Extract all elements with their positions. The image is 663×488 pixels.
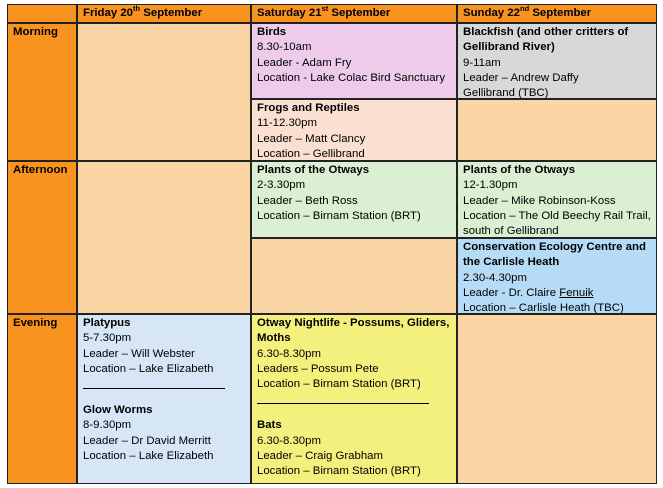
friday-afternoon-empty [77,161,251,314]
blackfish-title: Blackfish (and other critters of Gellibrand River) [463,26,629,54]
nightlife-leader: Leaders – Possum Pete [257,362,379,375]
blackfish-leader: Leader – Andrew Daffy [463,71,579,84]
header-friday: Friday 20th September [77,4,251,23]
header-sunday: Sunday 22nd September [457,4,657,23]
plants-sat-time: 2-3.30pm [257,179,306,192]
plants-sun-leader: Leader – Mike Robinson-Koss [463,194,616,207]
bats-leader: Leader – Craig Grabham [257,450,383,463]
nightlife-title: Otway Nightlife - Possums, Gliders, Moths [257,317,450,345]
platypus-location: Location – Lake Elizabeth [83,362,214,375]
saturday-birds [251,23,457,99]
frogs-time: 11-12.30pm [257,117,317,130]
plants-sat-title: Plants of the Otways [257,164,370,176]
plants-sun-time: 12-1.30pm [463,179,518,192]
sunday-plants [457,161,657,238]
conservation-location: Location – Carlisle Heath (TBC) [463,302,624,314]
saturday-evening-sessions [251,314,457,484]
plants-sat-leader: Leader – Beth Ross [257,194,358,207]
saturday-afternoon-empty [251,238,457,314]
saturday-plants [251,161,457,238]
sunday-evening-empty [457,314,657,484]
schedule-table [7,4,657,484]
blackfish-location: Gellibrand (TBC) [463,87,549,99]
sunday-blackfish [457,23,657,99]
birds-leader: Leader - Adam Fry [257,56,352,69]
frogs-leader: Leader – Matt Clancy [257,132,366,145]
row-label-evening: Evening [7,314,77,484]
sunday-morning-empty [457,99,657,161]
birds-title: Birds [257,26,287,38]
platypus-time: 5-7.30pm [83,332,132,345]
frogs-location: Location – Gellibrand [257,147,365,160]
conservation-title: Conservation Ecology Centre and the Carlisle Heath [463,241,646,269]
glow-worms-title: Glow Worms [83,404,153,417]
leader-name-underlined: Fenuik [559,286,594,299]
friday-evening-sessions [77,314,251,484]
header-saturday: Saturday 21st September [251,4,457,23]
conservation-time: 2.30-4.30pm [463,271,527,284]
nightlife-time: 6.30-8.30pm [257,347,321,360]
nightlife-location: Location – Birnam Station (BRT) [257,378,421,391]
corner-cell [7,4,77,23]
plants-sat-location: Location – Birnam Station (BRT) [257,209,421,222]
row-label-afternoon: Afternoon [7,161,77,314]
friday-morning-empty [77,23,251,161]
plants-sun-title: Plants of the Otways [463,164,576,176]
conservation-leader: Leader - Dr. Claire Fenuik [463,286,594,299]
plants-sun-location: Location – The Old Beechy Rail Trail, south of Gellibrand [463,209,651,238]
bats-location: Location – Birnam Station (BRT) [257,465,421,478]
platypus-leader: Leader – Will Webster [83,347,195,360]
separator-line [83,388,225,389]
bats-time: 6.30-8.30pm [257,434,321,447]
row-label-morning: Morning [7,23,77,161]
separator-line [257,403,429,404]
saturday-frogs [251,99,457,161]
glow-worms-leader: Leader – Dr David Merritt [83,434,211,447]
glow-worms-location: Location – Lake Elizabeth [83,450,214,463]
blackfish-time: 9-11am [463,56,501,69]
bats-title: Bats [257,419,282,432]
glow-worms-time: 8-9.30pm [83,419,132,432]
frogs-title: Frogs and Reptiles [257,102,360,114]
platypus-title: Platypus [83,317,131,329]
birds-location: Location - Lake Colac Bird Sanctuary [257,71,446,84]
sunday-conservation [457,238,657,314]
birds-time: 8.30-10am [257,41,312,54]
